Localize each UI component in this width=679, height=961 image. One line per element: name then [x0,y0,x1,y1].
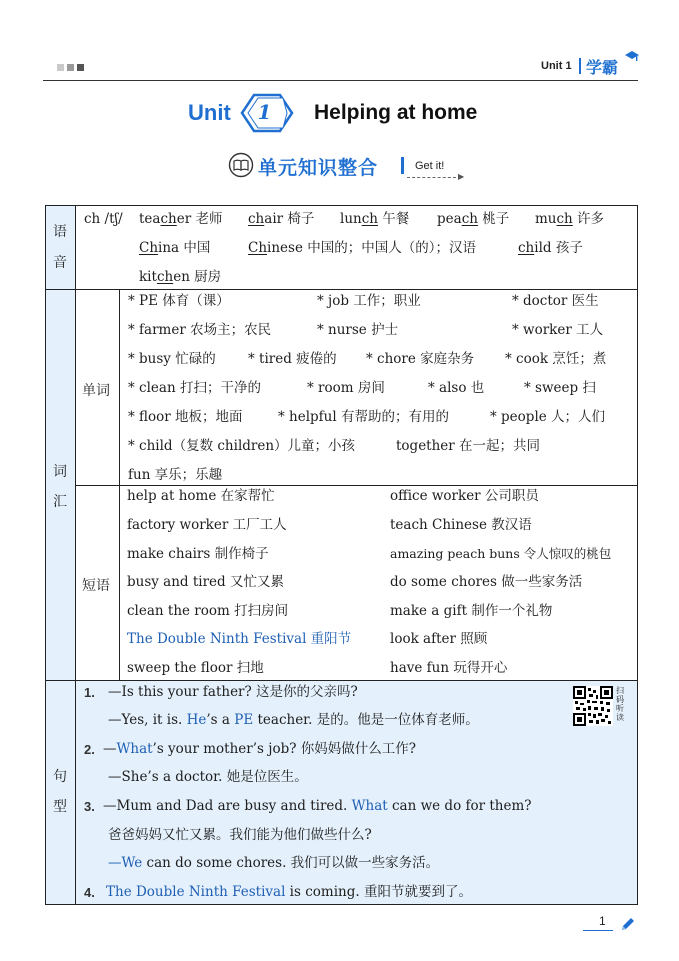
header-decor [57,64,84,71]
phonics-item: teacher 老师 [139,211,223,227]
row-rule [45,289,638,290]
qr-label: 扫码听读 [616,686,624,722]
phrase-item: do some chores 做一些家务活 [390,574,583,590]
word-item: * tired 疲倦的 [248,351,337,367]
phonics-symbol: ch /tʃ/ [84,211,123,227]
phrase-item: clean the room 打扫房间 [127,603,289,619]
word-item: * child（复数 children）儿童；小孩 [128,438,356,454]
header-rule [43,80,638,81]
label-vocab-1: 词 [53,464,67,480]
label-sentences-2: 型 [53,799,67,815]
decor-square [77,64,84,71]
table-top-rule [45,205,638,206]
word-item: * nurse 护士 [317,322,399,338]
phonics-item: lunch 午餐 [340,211,410,227]
section-tag: Get it! [415,160,445,172]
sentence-line: —Yes, it is. He’s a PE teacher. 是的。他是一位体育老师。 [108,712,479,728]
section-dotted-line [407,177,461,178]
word-item: * clean 打扫；干净的 [128,380,261,396]
section-bar [401,157,404,174]
column-rule [75,205,76,905]
phrase-item: look after 照顾 [390,631,488,647]
brand-logo: 学霸 [586,58,619,77]
phonics-item: Chinese 中国的；中国人（的）；汉语 [248,240,476,256]
word-item: * cook 烹饪；煮 [505,351,607,367]
label-phonics-2: 音 [53,255,67,271]
phonics-item: China 中国 [139,240,211,256]
sentence-line: The Double Ninth Festival is coming. 重阳节就要到了。 [106,884,472,900]
table-bottom-rule [45,904,638,905]
phrase-item: make chairs 制作椅子 [127,546,269,562]
phrase-item: busy and tired 又忙又累 [127,574,284,590]
word-item: * PE 体育（课） [128,293,230,309]
phrase-item: office worker 公司职员 [390,488,539,504]
phonics-item: peach 桃子 [437,211,510,227]
sentence-number: 1. [84,685,95,700]
sentence-line: 爸爸妈妈又忙又累。我们能为他们做些什么? [108,827,372,843]
page-number: 1 [599,914,606,928]
label-sentences-1: 句 [53,769,67,785]
row-rule [76,485,638,486]
word-item: * job 工作；职业 [317,293,421,309]
phonics-item: kitchen 厨房 [139,269,222,285]
phrase-item: make a gift 制作一个礼物 [390,603,553,619]
column-rule [119,289,120,680]
phrase-item: have fun 玩得开心 [390,660,508,676]
sentence-line: —She’s a doctor. 她是位医生。 [108,769,308,785]
phonics-item: chair 椅子 [248,211,315,227]
word-item: * worker 工人 [512,322,604,338]
table-right-rule [637,205,638,905]
word-item: * also 也 [428,380,485,396]
word-item: * chore 家庭杂务 [366,351,475,367]
word-item: * busy 忙碌的 [128,351,216,367]
phrase-item: The Double Ninth Festival 重阳节 [127,631,352,647]
sentence-number: 3. [84,799,95,814]
phrase-item: factory worker 工厂工人 [127,517,287,533]
word-item: fun 享乐；乐趣 [128,467,223,483]
decor-square [67,64,74,71]
sentence-number: 4. [84,885,95,900]
table-left-rule [45,205,46,905]
word-item: * farmer 农场主；农民 [128,322,272,338]
word-item: * room 房间 [307,380,385,396]
book-icon [228,152,254,178]
phonics-item: child 孩子 [518,240,583,256]
unit-number: 1 [257,100,272,124]
word-item: * floor 地板；地面 [128,409,243,425]
sentence-line: —Is this your father? 这是你的父亲吗? [108,684,358,700]
sentence-line: —What’s your mother’s job? 你妈妈做什么工作? [103,741,416,757]
arrow-right-icon: ▶ [458,172,465,181]
word-item: * sweep 扫 [524,380,596,396]
word-item: together 在一起；共同 [396,438,541,454]
unit-word: Unit [188,100,231,125]
label-vocab-2: 汇 [53,494,67,510]
page-number-rule [583,930,613,931]
word-item: * helpful 有帮助的；有用的 [278,409,449,425]
label-words: 单词 [82,383,110,399]
phrase-item: amazing peach buns 令人惊叹的桃包 [390,546,612,561]
header-separator [579,58,581,74]
phrase-item: teach Chinese 教汉语 [390,517,532,533]
qr-code-icon[interactable] [573,686,613,726]
word-item: * people 人；人们 [490,409,606,425]
decor-square [57,64,64,71]
unit-title: Helping at home [314,101,478,124]
sentence-line: —Mum and Dad are busy and tired. What can we do for them? [103,798,532,814]
phrase-item: help at home 在家帮忙 [127,488,275,504]
sentence-line: —We can do some chores. 我们可以做一些家务活。 [108,855,440,871]
phrase-item: sweep the floor 扫地 [127,660,264,676]
row-rule [45,680,638,681]
label-phrases: 短语 [82,578,110,594]
sentence-number: 2. [84,742,95,757]
phonics-item: much 许多 [535,211,605,227]
word-item: * doctor 医生 [512,293,599,309]
label-phonics-1: 语 [53,224,67,240]
header-unit-label: Unit 1 [541,60,572,72]
section-title: 单元知识整合 [258,157,379,179]
pencil-icon [620,916,636,932]
graduation-cap-icon [625,51,639,63]
